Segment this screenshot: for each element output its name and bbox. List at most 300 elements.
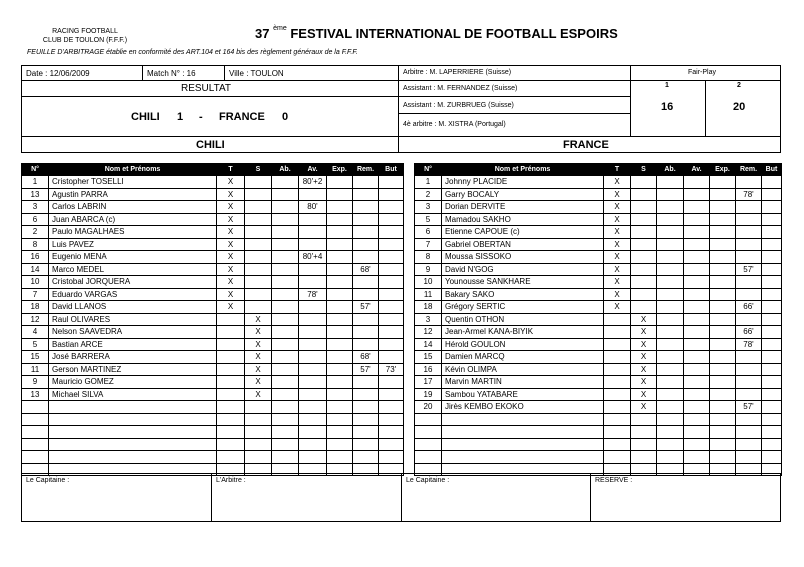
player-row — [415, 451, 782, 464]
stat-cell: 57' — [736, 263, 762, 276]
stat-cell — [353, 238, 379, 251]
stat-cell: X — [245, 351, 272, 364]
player-row — [415, 376, 782, 389]
stat-cell — [299, 351, 327, 364]
stat-cell — [684, 213, 710, 226]
player-row — [415, 413, 782, 426]
stat-cell: X — [245, 326, 272, 339]
stat-cell — [631, 301, 657, 314]
stat-cell — [604, 376, 631, 389]
player-row — [415, 401, 782, 414]
stat-cell — [736, 276, 762, 289]
column-header: S — [245, 164, 272, 176]
stat-cell — [631, 201, 657, 214]
stat-cell — [353, 213, 379, 226]
player-number: 16 — [415, 363, 442, 376]
stat-cell — [631, 263, 657, 276]
column-header: But — [379, 164, 404, 176]
fourth-official-name: 4è arbitre : M. XISTRA (Portugal) — [403, 121, 506, 128]
stat-cell — [327, 251, 353, 264]
stat-cell — [272, 188, 299, 201]
stat-cell — [299, 438, 327, 451]
stat-cell — [657, 301, 684, 314]
stat-cell — [604, 351, 631, 364]
stat-cell — [657, 288, 684, 301]
stat-cell — [684, 388, 710, 401]
stat-cell — [604, 451, 631, 464]
stat-cell — [684, 226, 710, 239]
player-name: Jirès KEMBO EKOKO — [442, 401, 604, 414]
stat-cell — [327, 376, 353, 389]
player-name — [442, 426, 604, 439]
player-row — [415, 438, 782, 451]
stat-cell — [684, 313, 710, 326]
player-number: 5 — [415, 213, 442, 226]
player-name: Johnny PLACIDE — [442, 176, 604, 189]
stat-cell — [327, 263, 353, 276]
stat-cell — [710, 301, 736, 314]
column-header: Av. — [299, 164, 327, 176]
stat-cell — [710, 276, 736, 289]
organizer-line-1: RACING FOOTBALL — [52, 28, 118, 35]
away-score: 0 — [282, 111, 289, 123]
player-name: Gerson MARTINEZ — [49, 363, 217, 376]
player-number — [415, 413, 442, 426]
player-number — [415, 451, 442, 464]
match-date: Date : 12/06/2009 — [26, 69, 90, 78]
player-number: 19 — [415, 388, 442, 401]
player-name: David N'GOG — [442, 263, 604, 276]
stat-cell — [710, 226, 736, 239]
column-header: But — [762, 164, 782, 176]
stat-cell — [299, 338, 327, 351]
player-row — [22, 238, 404, 251]
stat-cell — [762, 326, 782, 339]
stat-cell: X — [217, 176, 245, 189]
column-header: S — [631, 164, 657, 176]
player-number: 18 — [22, 301, 49, 314]
stat-cell — [657, 201, 684, 214]
away-table-header-row — [415, 164, 782, 176]
stat-cell — [327, 326, 353, 339]
player-number: 20 — [415, 401, 442, 414]
player-name: Etienne CAPOUE (c) — [442, 226, 604, 239]
stat-cell — [631, 213, 657, 226]
stat-cell: 78' — [299, 288, 327, 301]
stat-cell — [736, 351, 762, 364]
fairplay-value-2: 20 — [733, 101, 746, 113]
player-row — [22, 213, 404, 226]
home-captain-label: Le Capitaine : — [26, 477, 70, 484]
stat-cell — [299, 301, 327, 314]
referee-signature-box[interactable] — [211, 473, 402, 522]
stat-cell — [684, 188, 710, 201]
stat-cell — [684, 351, 710, 364]
player-name: Eugenio MENA — [49, 251, 217, 264]
stat-cell: X — [631, 401, 657, 414]
stat-cell — [736, 413, 762, 426]
stat-cell — [327, 226, 353, 239]
stat-cell — [657, 438, 684, 451]
assistant-2-name: Assistant : M. ZURBRUEG (Suisse) — [403, 102, 514, 109]
title-number: 37 — [255, 26, 270, 41]
away-team-header: FRANCE — [563, 139, 609, 151]
player-number: 9 — [22, 376, 49, 389]
stat-cell — [710, 451, 736, 464]
stat-cell: X — [217, 226, 245, 239]
stat-cell — [217, 401, 245, 414]
player-row — [22, 201, 404, 214]
player-number: 2 — [415, 188, 442, 201]
stat-cell — [272, 388, 299, 401]
player-row — [415, 238, 782, 251]
player-row — [22, 376, 404, 389]
stat-cell — [353, 451, 379, 464]
player-name: Juan ABARCA (c) — [49, 213, 217, 226]
player-row — [415, 276, 782, 289]
player-row — [22, 363, 404, 376]
stat-cell — [684, 251, 710, 264]
stat-cell — [245, 426, 272, 439]
stat-cell — [736, 451, 762, 464]
stat-cell — [272, 238, 299, 251]
column-header: Rem. — [353, 164, 379, 176]
stat-cell — [710, 351, 736, 364]
player-number — [22, 438, 49, 451]
stat-cell — [710, 238, 736, 251]
stat-cell: X — [217, 201, 245, 214]
stat-cell — [657, 338, 684, 351]
stat-cell — [684, 376, 710, 389]
stat-cell — [710, 388, 736, 401]
stat-cell: X — [631, 388, 657, 401]
stat-cell — [762, 251, 782, 264]
stat-cell — [327, 413, 353, 426]
stat-cell — [327, 451, 353, 464]
stat-cell — [379, 251, 404, 264]
player-name: Gabriel OBERTAN — [442, 238, 604, 251]
stat-cell — [353, 326, 379, 339]
away-captain-label: Le Capitaine : — [406, 477, 450, 484]
stat-cell — [604, 313, 631, 326]
home-players-table — [21, 163, 404, 476]
stat-cell — [710, 313, 736, 326]
stat-cell — [736, 226, 762, 239]
player-number: 2 — [22, 226, 49, 239]
stat-cell — [657, 363, 684, 376]
stat-cell — [353, 388, 379, 401]
column-header: T — [604, 164, 631, 176]
stat-cell — [272, 251, 299, 264]
stat-cell — [631, 188, 657, 201]
stat-cell — [762, 363, 782, 376]
player-row — [22, 351, 404, 364]
stat-cell — [245, 401, 272, 414]
title-superscript: ème — [273, 25, 287, 32]
fairplay-col-1: 1 — [665, 82, 669, 89]
stat-cell — [762, 213, 782, 226]
player-number: 11 — [22, 363, 49, 376]
stat-cell: X — [604, 213, 631, 226]
stat-cell — [272, 301, 299, 314]
stat-cell — [604, 363, 631, 376]
stat-cell — [299, 213, 327, 226]
player-number: 9 — [415, 263, 442, 276]
stat-cell — [217, 426, 245, 439]
stat-cell: X — [217, 276, 245, 289]
stat-cell — [657, 388, 684, 401]
player-name: Marvin MARTIN — [442, 376, 604, 389]
stat-cell — [272, 351, 299, 364]
stat-cell — [299, 238, 327, 251]
stat-cell — [272, 413, 299, 426]
stat-cell: X — [245, 313, 272, 326]
player-row — [415, 213, 782, 226]
stat-cell — [710, 201, 736, 214]
home-table-header-row — [22, 164, 404, 176]
player-row — [22, 301, 404, 314]
stat-cell: X — [604, 188, 631, 201]
player-name: Damien MARCQ — [442, 351, 604, 364]
player-number: 5 — [22, 338, 49, 351]
stat-cell — [762, 176, 782, 189]
stat-cell — [762, 438, 782, 451]
player-number: 14 — [22, 263, 49, 276]
player-number — [22, 451, 49, 464]
stat-cell — [299, 363, 327, 376]
stat-cell — [736, 213, 762, 226]
player-row — [415, 201, 782, 214]
reserve-box[interactable] — [590, 473, 781, 522]
stat-cell — [657, 426, 684, 439]
stat-cell — [272, 213, 299, 226]
stat-cell — [327, 188, 353, 201]
column-header: Nom et Prénoms — [49, 164, 217, 176]
stat-cell — [327, 351, 353, 364]
stat-cell — [710, 401, 736, 414]
player-name: Marco MEDEL — [49, 263, 217, 276]
stat-cell — [762, 226, 782, 239]
stat-cell: X — [604, 276, 631, 289]
player-row — [22, 288, 404, 301]
stat-cell — [327, 276, 353, 289]
player-name: Bastian ARCE — [49, 338, 217, 351]
stat-cell — [272, 363, 299, 376]
player-number: 15 — [22, 351, 49, 364]
player-row — [22, 426, 404, 439]
player-number: 15 — [415, 351, 442, 364]
player-row — [415, 251, 782, 264]
away-team-name: FRANCE — [219, 111, 265, 123]
column-header: N° — [415, 164, 442, 176]
stat-cell — [299, 413, 327, 426]
away-captain-signature-box[interactable] — [401, 473, 591, 522]
stat-cell: X — [604, 263, 631, 276]
player-row — [22, 263, 404, 276]
player-name: Nelson SAAVEDRA — [49, 326, 217, 339]
stat-cell: X — [217, 263, 245, 276]
result-label: RESULTAT — [181, 83, 232, 94]
stat-cell — [684, 288, 710, 301]
stat-cell — [272, 288, 299, 301]
stat-cell — [631, 226, 657, 239]
player-name: Quentin OTHON — [442, 313, 604, 326]
stat-cell — [710, 263, 736, 276]
column-header: Exp. — [710, 164, 736, 176]
stat-cell — [684, 263, 710, 276]
stat-cell: 57' — [736, 401, 762, 414]
player-row — [22, 176, 404, 189]
player-name: Carlos LABRIN — [49, 201, 217, 214]
stat-cell — [631, 413, 657, 426]
score-separator: - — [199, 111, 203, 123]
stat-cell — [657, 276, 684, 289]
stat-cell — [684, 438, 710, 451]
assistant-1-name: Assistant : M. FERNANDEZ (Suisse) — [403, 85, 518, 92]
stat-cell: X — [604, 226, 631, 239]
stat-cell — [684, 238, 710, 251]
stat-cell — [353, 438, 379, 451]
stat-cell — [379, 413, 404, 426]
stat-cell — [762, 376, 782, 389]
stat-cell — [631, 288, 657, 301]
stat-cell — [245, 201, 272, 214]
player-name: David LLANOS — [49, 301, 217, 314]
stat-cell — [327, 313, 353, 326]
player-name: Jean-Armel KANA-BIYIK — [442, 326, 604, 339]
document-title — [255, 26, 618, 41]
match-number: Match N° : 16 — [147, 69, 196, 78]
stat-cell — [379, 213, 404, 226]
stat-cell — [217, 413, 245, 426]
stat-cell: X — [604, 301, 631, 314]
stat-cell — [379, 326, 404, 339]
stat-cell — [657, 213, 684, 226]
stat-cell: X — [217, 238, 245, 251]
stat-cell — [299, 313, 327, 326]
stat-cell: X — [631, 338, 657, 351]
stat-cell — [379, 451, 404, 464]
stat-cell — [762, 288, 782, 301]
stat-cell: X — [217, 188, 245, 201]
stat-cell — [631, 438, 657, 451]
stat-cell — [762, 413, 782, 426]
player-row — [415, 388, 782, 401]
fairplay-value-1: 16 — [661, 101, 674, 113]
player-row — [415, 188, 782, 201]
stat-cell — [327, 338, 353, 351]
stat-cell: 80'+2 — [299, 176, 327, 189]
stat-cell — [684, 301, 710, 314]
stat-cell: X — [631, 326, 657, 339]
stat-cell: X — [631, 376, 657, 389]
player-name: Kévin OLIMPA — [442, 363, 604, 376]
player-row — [22, 338, 404, 351]
player-name: Sambou YATABARE — [442, 388, 604, 401]
stat-cell — [379, 351, 404, 364]
column-header: Rem. — [736, 164, 762, 176]
column-header: Exp. — [327, 164, 353, 176]
stat-cell: 68' — [353, 263, 379, 276]
stat-cell — [736, 426, 762, 439]
player-row — [415, 288, 782, 301]
stat-cell — [710, 213, 736, 226]
stat-cell — [379, 401, 404, 414]
stat-cell — [245, 188, 272, 201]
stat-cell — [245, 251, 272, 264]
stat-cell — [762, 238, 782, 251]
player-row — [415, 226, 782, 239]
stat-cell — [736, 438, 762, 451]
stat-cell — [762, 201, 782, 214]
stat-cell — [710, 363, 736, 376]
stat-cell — [327, 401, 353, 414]
stat-cell — [353, 176, 379, 189]
stat-cell — [353, 288, 379, 301]
stat-cell — [762, 263, 782, 276]
stat-cell — [657, 376, 684, 389]
stat-cell — [684, 276, 710, 289]
stat-cell — [379, 276, 404, 289]
player-name: Eduardo VARGAS — [49, 288, 217, 301]
stat-cell — [217, 438, 245, 451]
stat-cell: X — [604, 238, 631, 251]
player-name: Garry BOCALY — [442, 188, 604, 201]
stat-cell — [762, 351, 782, 364]
stat-cell — [299, 326, 327, 339]
player-name: Paulo MAGALHAES — [49, 226, 217, 239]
home-captain-signature-box[interactable] — [21, 473, 212, 522]
player-number — [22, 413, 49, 426]
stat-cell — [710, 251, 736, 264]
player-row — [415, 263, 782, 276]
stat-cell — [736, 288, 762, 301]
player-name: Michael SILVA — [49, 388, 217, 401]
stat-cell — [353, 313, 379, 326]
stat-cell — [217, 376, 245, 389]
column-header: T — [217, 164, 245, 176]
stat-cell — [762, 338, 782, 351]
stat-cell — [684, 338, 710, 351]
player-name — [442, 413, 604, 426]
stat-cell — [684, 201, 710, 214]
stat-cell — [217, 388, 245, 401]
stat-cell — [657, 313, 684, 326]
stat-cell — [657, 326, 684, 339]
stat-cell — [327, 388, 353, 401]
player-row — [415, 176, 782, 189]
stat-cell — [684, 413, 710, 426]
player-name: José BARRERA — [49, 351, 217, 364]
player-number: 3 — [22, 201, 49, 214]
stat-cell — [379, 388, 404, 401]
stat-cell — [736, 363, 762, 376]
player-name — [49, 426, 217, 439]
stat-cell — [217, 363, 245, 376]
stat-cell: X — [631, 363, 657, 376]
player-number: 7 — [415, 238, 442, 251]
player-number: 12 — [415, 326, 442, 339]
player-number: 6 — [415, 226, 442, 239]
stat-cell — [684, 426, 710, 439]
player-row — [415, 351, 782, 364]
stat-cell — [353, 338, 379, 351]
stat-cell — [710, 413, 736, 426]
player-row — [22, 251, 404, 264]
stat-cell — [736, 238, 762, 251]
player-row — [415, 363, 782, 376]
player-name: Luis PAVEZ — [49, 238, 217, 251]
